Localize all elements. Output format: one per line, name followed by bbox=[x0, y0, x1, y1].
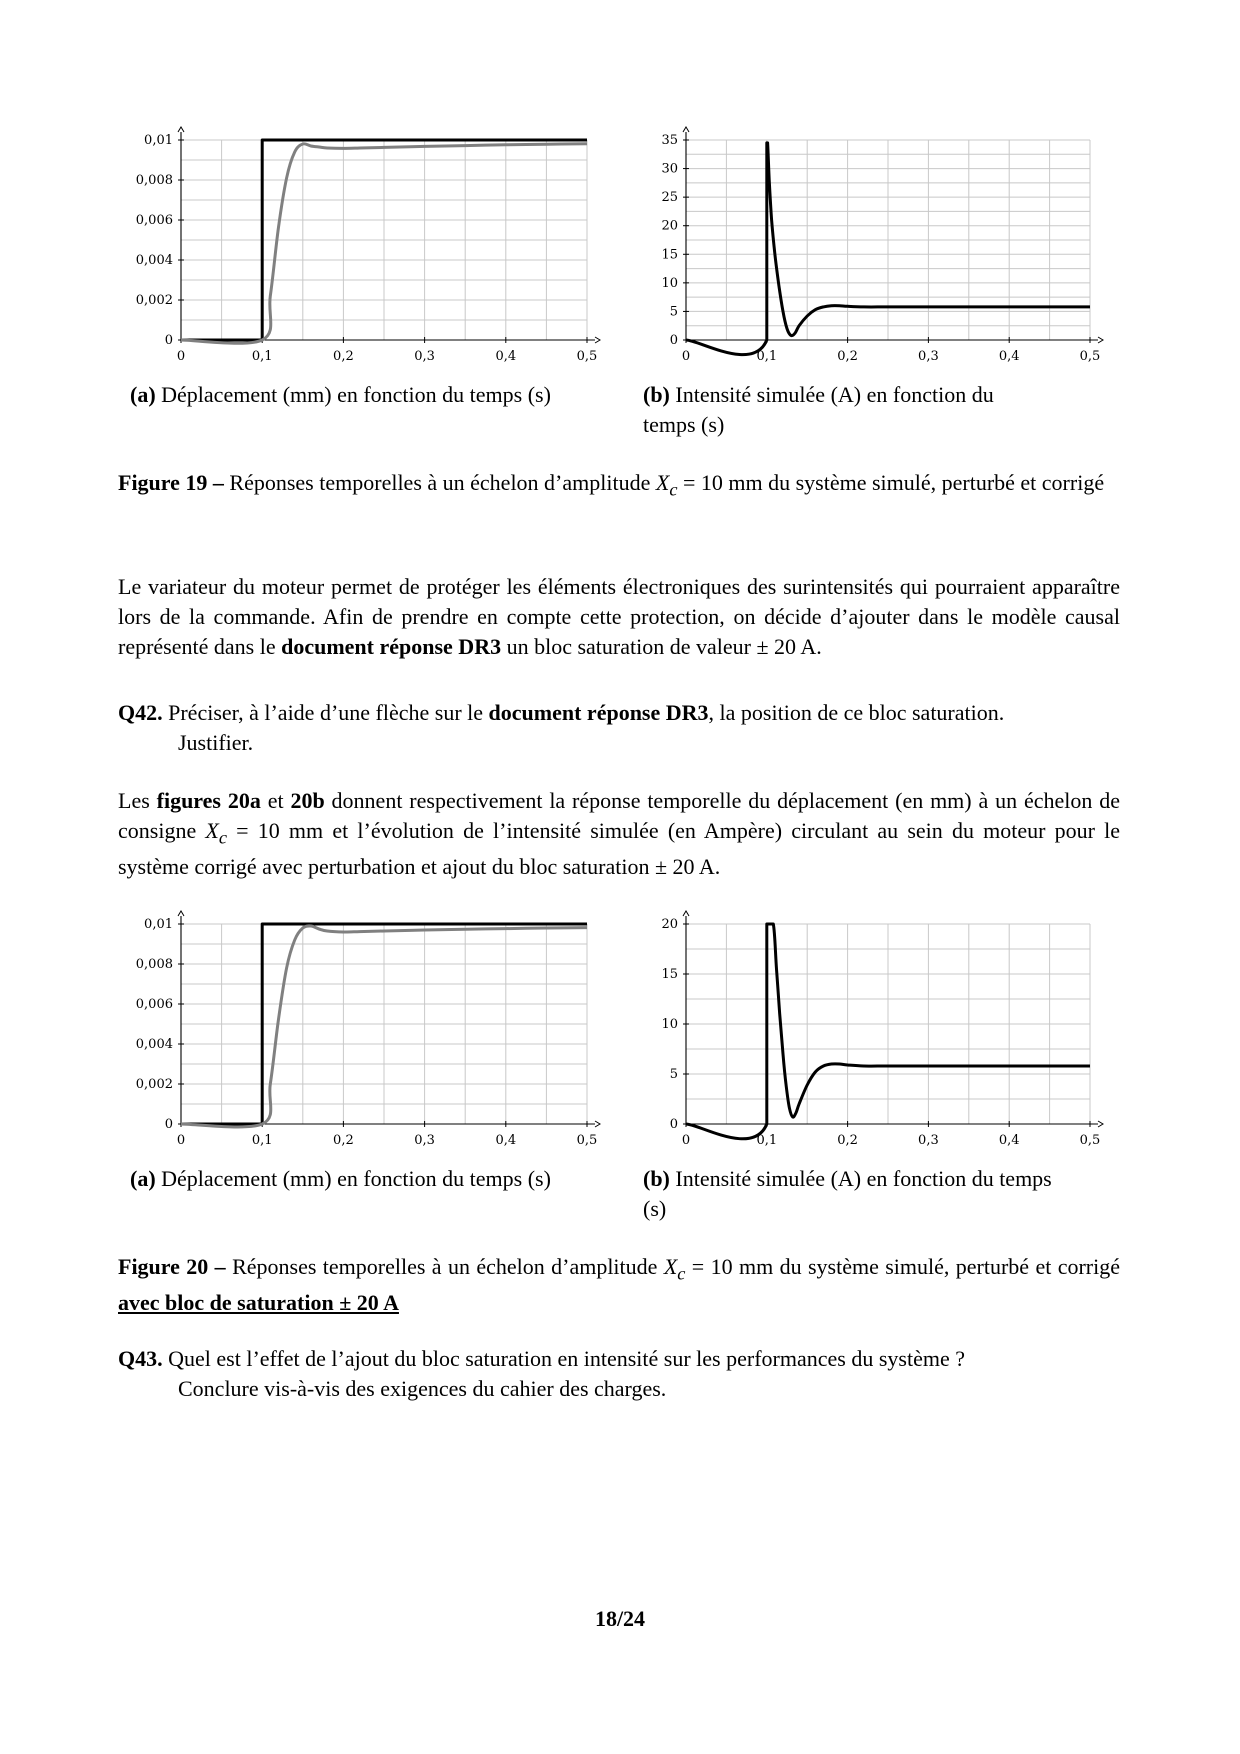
fig19b-x-tick-label: 0,5 bbox=[1079, 349, 1101, 364]
fig20b-y-tick-label: 0 bbox=[669, 1117, 678, 1132]
fig19b-y-tick-label: 20 bbox=[661, 218, 678, 234]
fig20b-x-tick-label: 0 bbox=[681, 1133, 691, 1148]
fig20b-y-arrow bbox=[683, 911, 689, 916]
fig20a-x-tick-label: 0,3 bbox=[414, 1133, 435, 1148]
fig19b-x-tick-label: 0 bbox=[681, 349, 691, 364]
fig19a-x-tick-label: 0,2 bbox=[333, 349, 354, 364]
fig19b-subcaption: (b) Intensité simulée (A) en fonction du temps (s) bbox=[643, 382, 994, 437]
fig20a-y-tick-label: 0 bbox=[164, 1117, 173, 1132]
fig19a-y-tick-label: 0 bbox=[164, 333, 173, 348]
fig20b-y-tick-label: 15 bbox=[661, 967, 678, 982]
page-number: 18/24 bbox=[594, 1606, 646, 1631]
fig20b-y-tick-label: 20 bbox=[661, 917, 678, 932]
fig19b-x-tick-label: 0,2 bbox=[837, 349, 858, 364]
fig19a-y-tick-label: 0,01 bbox=[144, 133, 173, 148]
fig20b-x-tick-label: 0,5 bbox=[1079, 1133, 1101, 1148]
fig20b-y-tick-label: 5 bbox=[669, 1067, 678, 1082]
fig20b-subcaption: (b) Intensité simulée (A) en fonction du temps (s) bbox=[643, 1166, 1052, 1221]
fig20a-y-tick-label: 0,004 bbox=[135, 1037, 173, 1052]
fig20b-x-tick-label: 0,4 bbox=[998, 1133, 1020, 1148]
fig19b-y-tick-label: 25 bbox=[661, 190, 678, 206]
paragraph-figures-20: Les figures 20a et 20b donnent respectivement la réponse temporelle du déplacement (en mm) à un échelon de consigne $X_c = 10$ mm et l’évolution de l’intensité simulée (en Ampère) circulant au sein du moteur pour le système corrigé avec perturbation et ajout du bloc saturation ± 20 A. bbox=[118, 788, 1120, 880]
fig19b-y-tick-label: 10 bbox=[661, 275, 678, 291]
fig19a-y-tick-label: 0,004 bbox=[135, 253, 173, 268]
fig19a-y-tick-label: 0,002 bbox=[135, 293, 173, 308]
paragraph-variateur: Le variateur du moteur permet de protéger les éléments électroniques des surintensités qui pourraient apparaître lors de la commande. Afin de prendre en compte cette protection, on décide d’ajouter dans le modèle causal représenté dans le document réponse DR3 un bloc saturation de valeur ± 20 A. bbox=[118, 574, 1120, 659]
fig19b-x-tick-label: 0,4 bbox=[998, 349, 1020, 364]
fig20b-x-tick-label: 0,2 bbox=[837, 1133, 858, 1148]
fig20b-y-tick-label: 10 bbox=[661, 1017, 678, 1032]
fig19a-x-tick-label: 0,5 bbox=[576, 349, 598, 364]
fig20a-x-tick-label: 0,2 bbox=[333, 1133, 354, 1148]
fig20a-x-tick-label: 0 bbox=[176, 1133, 186, 1148]
fig20a-subcaption: (a) Déplacement (mm) en fonction du temps (s) bbox=[130, 1166, 551, 1191]
fig20a-y-tick-label: 0,01 bbox=[144, 917, 173, 932]
fig19b-y-tick-label: 15 bbox=[661, 247, 678, 263]
fig20a-x-tick-label: 0,5 bbox=[576, 1133, 598, 1148]
fig19b-y-tick-label: 35 bbox=[661, 133, 678, 148]
fig19b-y-tick-label: 0 bbox=[669, 333, 678, 348]
fig19a-y-tick-label: 0,008 bbox=[135, 173, 173, 188]
fig20-caption: Figure 20 – Réponses temporelles à un échelon d’amplitude $X_c = 10$ mm du système simulé, perturbé et corrigé avec bloc de saturation ± 20 A bbox=[118, 1254, 1120, 1316]
fig19b-x-tick-label: 0,1 bbox=[756, 349, 778, 364]
fig20a-x-tick-label: 0,1 bbox=[251, 1133, 273, 1148]
fig20b-x-tick-label: 0,1 bbox=[756, 1133, 778, 1148]
fig19b-y-tick-label: 5 bbox=[669, 304, 678, 320]
fig20a-y-tick-label: 0,006 bbox=[135, 997, 173, 1012]
fig19a-y-tick-label: 0,006 bbox=[135, 213, 173, 228]
fig19-caption: Figure 19 – Réponses temporelles à un échelon d’amplitude $X_c = 10$ mm du système simulé, perturbé et corrigé bbox=[118, 470, 1105, 500]
fig19a-x-tick-label: 0,3 bbox=[414, 349, 435, 364]
fig19a-subcaption: (a) Déplacement (mm) en fonction du temps (s) bbox=[130, 382, 551, 407]
fig20a-y-tick-label: 0,002 bbox=[135, 1077, 173, 1092]
fig20a-x-tick-label: 0,4 bbox=[495, 1133, 517, 1148]
fig19b-x-tick-label: 0,3 bbox=[918, 349, 939, 364]
fig20b-x-tick-label: 0,3 bbox=[918, 1133, 939, 1148]
fig19a-x-tick-label: 0 bbox=[176, 349, 186, 364]
question-q42: Q42. Préciser, à l’aide d’une flèche sur le document réponse DR3, la position de ce bloc saturation. Justifier. bbox=[118, 700, 1005, 755]
fig19a-x-tick-label: 0,4 bbox=[495, 349, 517, 364]
question-q43: Q43. Quel est l’effet de l’ajout du bloc saturation en intensité sur les performances du système ? Conclure vis-à-vis des exigences du cahier des charges. bbox=[118, 1346, 965, 1401]
fig19b-y-tick-label: 30 bbox=[661, 161, 678, 177]
fig20b-x-arrow bbox=[1098, 1121, 1103, 1127]
fig20a-y-tick-label: 0,008 bbox=[135, 957, 173, 972]
fig19a-x-tick-label: 0,1 bbox=[251, 349, 273, 364]
